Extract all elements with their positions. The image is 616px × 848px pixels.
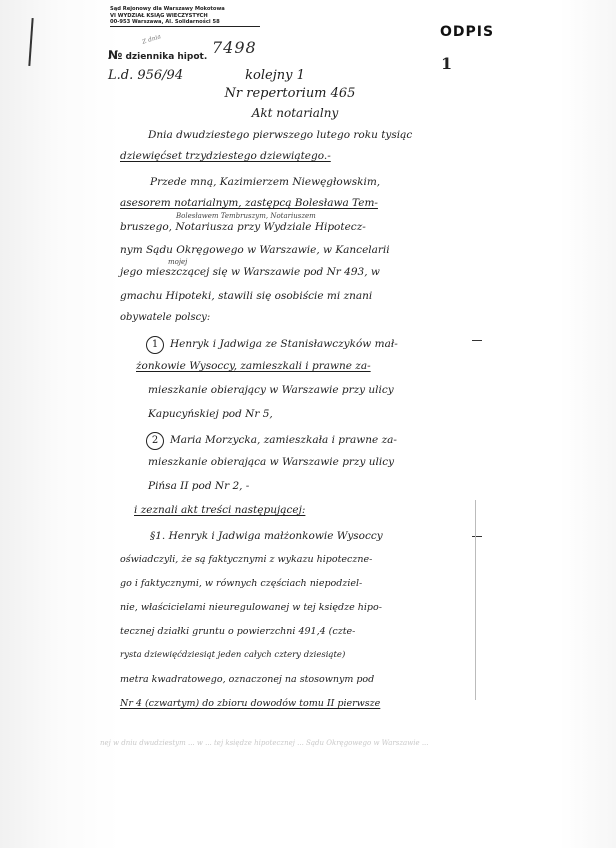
text-line: Henryk i Jadwiga ze Stanisławczyków mał- [170,338,398,350]
text-line: jego mieszczącej się w Warszawie pod Nr 493, w [120,266,380,278]
text-line: i zeznali akt treści następującej: [134,504,306,516]
margin-rule [475,500,476,700]
interlinear-insert: mojej [168,258,188,266]
stamp-line: VI WYDZIAŁ KSIĄG WIECZYSTYCH [110,12,208,19]
list-item-2 [146,432,397,450]
court-stamp [110,6,260,27]
text-line: dziewięćset trzydziestego dziewiątego.- [120,150,331,162]
text-line: Nr 4 (czwartym) do zbioru dowodów tomu II pierwsze [120,698,381,709]
text-line: go i faktycznymi, w równych częściach niepodziel- [120,578,363,589]
dziennik-label: № dziennika hipot. [108,48,208,62]
document-title: Akt notarialny [251,106,339,120]
text-line: Maria Morzycka, zamieszkała i prawne za- [170,434,397,446]
text-line: oświadczyli, że są faktycznymi z wykazu hipoteczne- [120,554,373,565]
list-marker: 1 [146,336,164,354]
text-line: metra kwadratowego, oznaczonej na stosownym pod [120,674,375,685]
text-line: rysta dziewięćdziesiąt jeden całych cztery dziesiąte) [120,650,346,660]
margin-pen-stroke [28,18,33,66]
list-marker: 2 [146,432,164,450]
dziennik-sublabel: Z dnia [141,33,162,46]
margin-tick [472,340,482,341]
text-line: Kapucyńskiej pod Nr 5, [148,408,273,420]
text-line: mieszkanie obierająca w Warszawie przy ulicy [148,456,395,468]
stamp-line: 00-953 Warszawa, Al. Solidarności 58 [110,19,260,27]
bleed-through-text: nej w dniu dwudziestym ... w ... tej księdze hipotecznej ... Sądu Okręgowego w Warszawie ... [100,739,429,747]
stamp-line: Sąd Rejonowy dla Warszawy Mokotowa [110,6,225,12]
margin-tick [472,536,482,537]
text-line: obywatele polscy: [120,312,211,323]
dziennik-number: 7498 [212,38,257,57]
text-line: asesorem notarialnym, zastępcą Bolesława Tem- [120,197,378,209]
text-line: gmachu Hipoteki, stawili się osobiście mi znani [120,290,373,302]
interlinear-insert: Bolesławem Tembruszym, Notariuszem [176,212,316,220]
case-signature: L.d. 956/94 [108,68,184,83]
list-item-1 [146,336,398,354]
page-number: 1 [441,54,453,73]
repertorium-number: Nr repertorium 465 [224,86,356,101]
text-line: §1. Henryk i Jadwiga małżonkowie Wysoccy [150,530,383,542]
text-line: Dnia dwudziestego pierwszego lutego roku tysiąc [148,129,413,141]
copy-label: ODPIS [440,24,495,40]
text-line: żonkowie Wysoccy, zamieszkali i prawne za- [136,360,371,372]
text-line: tecznej działki gruntu o powierzchni 491,4 (czte- [120,626,356,637]
text-line: bruszego, Notariusza przy Wydziale Hipotecz- [120,221,366,233]
text-line: nie, właścicielami nieuregulowanej w tej księdze hipo- [120,602,382,613]
kolejny-label: kolejny 1 [245,68,305,83]
text-line: Pińsa II pod Nr 2, - [148,480,250,492]
numero-sign-icon: № [108,48,123,62]
text-line: mieszkanie obierający w Warszawie przy ulicy [148,384,394,396]
text-line: Przede mną, Kazimierzem Niewęgłowskim, [150,176,381,188]
text-line: nym Sądu Okręgowego w Warszawie, w Kancelarii [120,244,390,256]
